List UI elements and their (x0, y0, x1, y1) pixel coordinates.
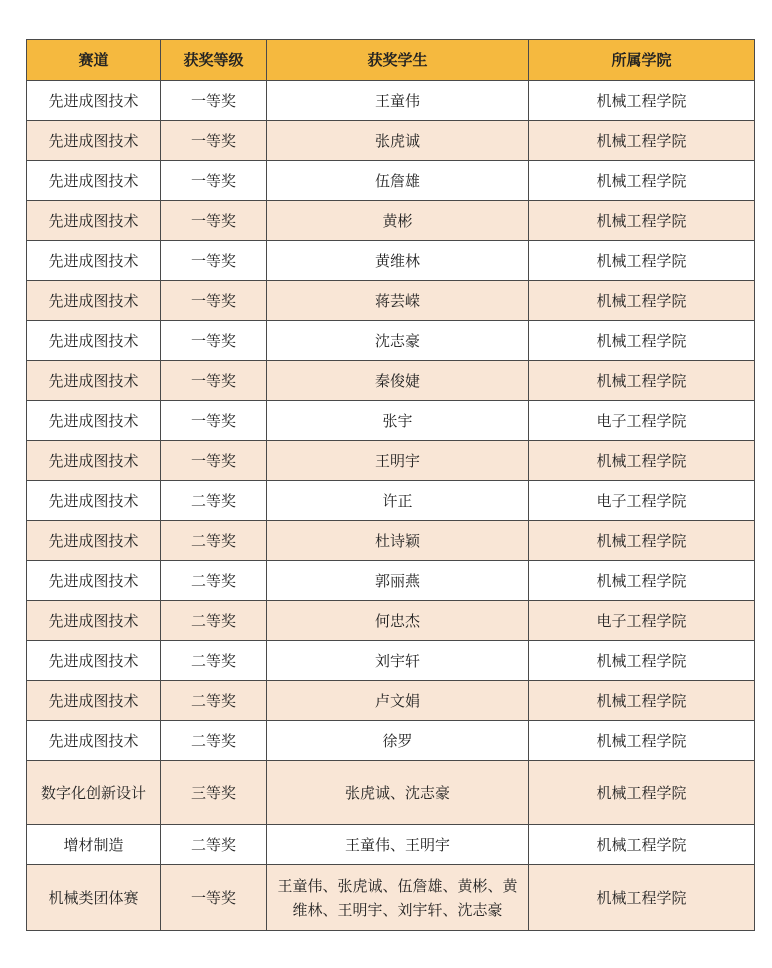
cell-track: 先进成图技术 (27, 241, 161, 281)
table-row (27, 681, 755, 721)
cell-students: 王童伟 (267, 81, 529, 121)
cell-track: 先进成图技术 (27, 441, 161, 481)
table-row (27, 361, 755, 401)
cell-track: 先进成图技术 (27, 401, 161, 441)
cell-college: 机械工程学院 (529, 121, 755, 161)
cell-college: 机械工程学院 (529, 161, 755, 201)
cell-students: 许正 (267, 481, 529, 521)
header-award-level: 获奖等级 (161, 40, 267, 81)
header-row (27, 40, 755, 81)
table-row (27, 561, 755, 601)
cell-track: 先进成图技术 (27, 681, 161, 721)
cell-award-level: 一等奖 (161, 865, 267, 931)
cell-award-level: 二等奖 (161, 521, 267, 561)
cell-award-level: 二等奖 (161, 561, 267, 601)
cell-students: 杜诗颖 (267, 521, 529, 561)
cell-track: 先进成图技术 (27, 521, 161, 561)
cell-students: 何忠杰 (267, 601, 529, 641)
cell-college: 机械工程学院 (529, 865, 755, 931)
table-row (27, 241, 755, 281)
cell-students: 郭丽燕 (267, 561, 529, 601)
cell-college: 机械工程学院 (529, 761, 755, 825)
cell-track: 先进成图技术 (27, 361, 161, 401)
cell-college: 机械工程学院 (529, 321, 755, 361)
cell-students: 卢文娟 (267, 681, 529, 721)
cell-college: 机械工程学院 (529, 721, 755, 761)
cell-award-level: 二等奖 (161, 721, 267, 761)
cell-college: 电子工程学院 (529, 401, 755, 441)
table-row (27, 201, 755, 241)
table-row (27, 761, 755, 825)
cell-award-level: 一等奖 (161, 201, 267, 241)
header-college: 所属学院 (529, 40, 755, 81)
table-row (27, 865, 755, 931)
cell-award-level: 二等奖 (161, 601, 267, 641)
cell-track: 先进成图技术 (27, 321, 161, 361)
cell-students: 王童伟、王明宇 (267, 825, 529, 865)
cell-college: 机械工程学院 (529, 681, 755, 721)
cell-college: 机械工程学院 (529, 561, 755, 601)
cell-track: 先进成图技术 (27, 81, 161, 121)
awards-table (26, 39, 755, 931)
table-row (27, 281, 755, 321)
table-body (27, 81, 755, 931)
cell-college: 机械工程学院 (529, 521, 755, 561)
cell-track: 先进成图技术 (27, 601, 161, 641)
cell-students: 张虎诚、沈志豪 (267, 761, 529, 825)
cell-college: 电子工程学院 (529, 481, 755, 521)
cell-track: 先进成图技术 (27, 641, 161, 681)
cell-college: 机械工程学院 (529, 441, 755, 481)
cell-students: 刘宇轩 (267, 641, 529, 681)
header-students: 获奖学生 (267, 40, 529, 81)
cell-students: 黄彬 (267, 201, 529, 241)
cell-award-level: 二等奖 (161, 641, 267, 681)
cell-college: 机械工程学院 (529, 361, 755, 401)
cell-award-level: 二等奖 (161, 481, 267, 521)
table-row (27, 401, 755, 441)
cell-track: 先进成图技术 (27, 561, 161, 601)
cell-award-level: 一等奖 (161, 81, 267, 121)
cell-track: 先进成图技术 (27, 161, 161, 201)
cell-college: 机械工程学院 (529, 825, 755, 865)
cell-college: 机械工程学院 (529, 641, 755, 681)
table-row (27, 481, 755, 521)
table-row (27, 161, 755, 201)
table-header (27, 40, 755, 81)
cell-award-level: 一等奖 (161, 361, 267, 401)
table-row (27, 601, 755, 641)
table-row (27, 521, 755, 561)
cell-award-level: 一等奖 (161, 441, 267, 481)
table-row (27, 721, 755, 761)
cell-students: 王童伟、张虎诚、伍詹雄、黄彬、黄维林、王明宇、刘宇轩、沈志豪 (267, 865, 529, 931)
table-row (27, 81, 755, 121)
cell-track: 先进成图技术 (27, 201, 161, 241)
table-row (27, 321, 755, 361)
cell-students: 张虎诚 (267, 121, 529, 161)
cell-award-level: 一等奖 (161, 321, 267, 361)
cell-award-level: 一等奖 (161, 241, 267, 281)
cell-college: 机械工程学院 (529, 81, 755, 121)
cell-track: 先进成图技术 (27, 281, 161, 321)
cell-college: 机械工程学院 (529, 201, 755, 241)
cell-students: 伍詹雄 (267, 161, 529, 201)
cell-track: 先进成图技术 (27, 481, 161, 521)
cell-students: 张宇 (267, 401, 529, 441)
table-row (27, 121, 755, 161)
table-row (27, 825, 755, 865)
cell-award-level: 二等奖 (161, 681, 267, 721)
cell-track: 机械类团体赛 (27, 865, 161, 931)
cell-award-level: 二等奖 (161, 825, 267, 865)
cell-track: 先进成图技术 (27, 121, 161, 161)
cell-students: 沈志豪 (267, 321, 529, 361)
cell-students: 秦俊婕 (267, 361, 529, 401)
header-track: 赛道 (27, 40, 161, 81)
cell-track: 增材制造 (27, 825, 161, 865)
cell-students: 黄维林 (267, 241, 529, 281)
table-row (27, 641, 755, 681)
cell-award-level: 一等奖 (161, 121, 267, 161)
cell-track: 数字化创新设计 (27, 761, 161, 825)
table-row (27, 441, 755, 481)
cell-award-level: 一等奖 (161, 401, 267, 441)
cell-college: 机械工程学院 (529, 281, 755, 321)
cell-students: 蒋芸嵘 (267, 281, 529, 321)
awards-table-container (26, 39, 754, 931)
cell-award-level: 一等奖 (161, 161, 267, 201)
cell-award-level: 三等奖 (161, 761, 267, 825)
cell-track: 先进成图技术 (27, 721, 161, 761)
cell-award-level: 一等奖 (161, 281, 267, 321)
cell-college: 电子工程学院 (529, 601, 755, 641)
cell-college: 机械工程学院 (529, 241, 755, 281)
cell-students: 徐罗 (267, 721, 529, 761)
cell-students: 王明宇 (267, 441, 529, 481)
